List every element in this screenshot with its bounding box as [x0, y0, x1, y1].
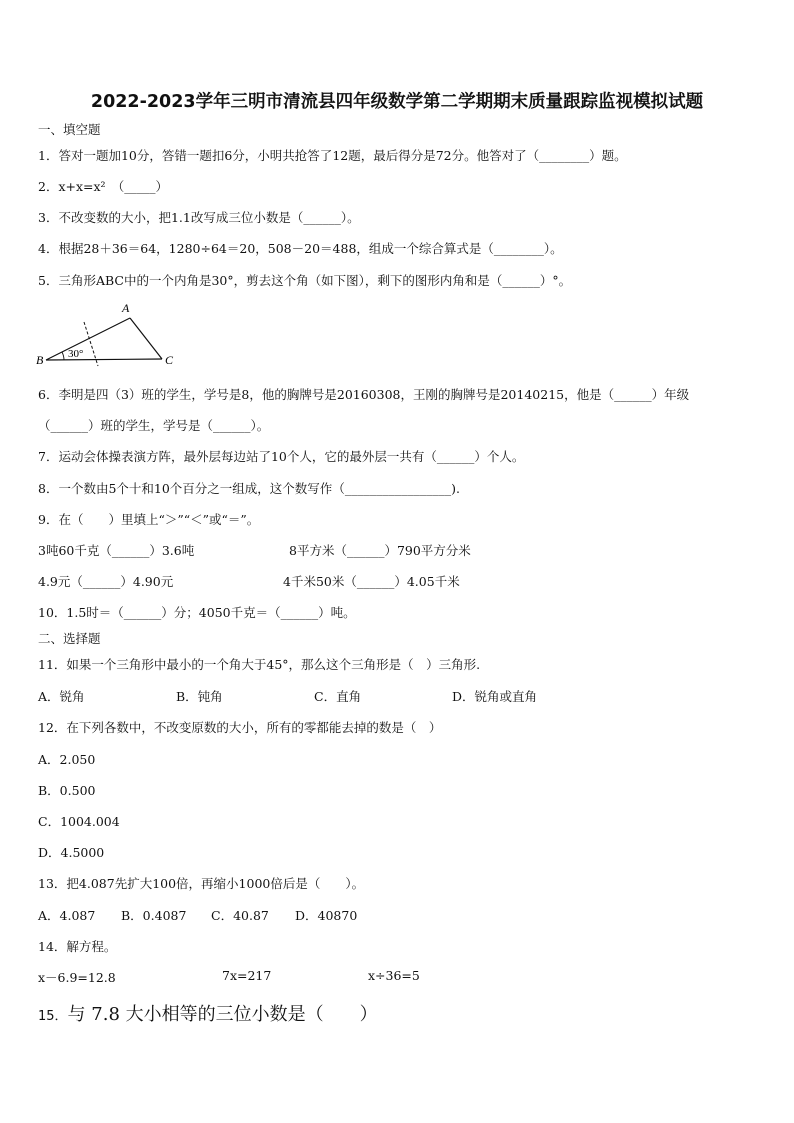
question-15-number: 15． [38, 1009, 68, 1024]
vertex-label-b: B [36, 353, 44, 367]
question-12-option-d: D．4.5000 [38, 845, 105, 860]
question-10: 10．1.5时＝（______）分；4050千克＝（______）吨。 [38, 605, 356, 620]
question-9-item-1: 3吨60千克（______）3.6吨 [38, 543, 195, 558]
question-9: 9．在（ ）里填上“＞”“＜”或“＝”。 [38, 512, 260, 527]
vertex-label-a: A [122, 301, 130, 315]
angle-label: 30° [68, 348, 84, 360]
question-13-option-a: A．4.087 [38, 908, 96, 923]
question-12: 12．在下列各数中，不改变原数的大小，所有的零都能去掉的数是（ ） [38, 720, 442, 735]
equation-1: x－6.9=12.8 [38, 970, 116, 985]
section-heading-fill-blank: 一、填空题 [38, 122, 101, 137]
question-14: 14．解方程。 [38, 939, 117, 954]
question-13-option-c: C．40.87 [211, 908, 269, 923]
equation-3: x÷36=5 [368, 968, 420, 983]
question-7: 7．运动会体操表演方阵，最外层每边站了10个人，它的最外层一共有（______）个人。 [38, 449, 525, 464]
question-12-option-b: B．0.500 [38, 783, 96, 798]
question-9-item-4: 4千米50米（______）4.05千米 [283, 574, 460, 589]
triangle-side-ac [130, 318, 162, 359]
question-11-option-d: D．锐角或直角 [452, 689, 538, 704]
question-11: 11．如果一个三角形中最小的一个角大于45°，那么这个三角形是（ ）三角形. [38, 657, 481, 672]
vertex-label-c: C [165, 353, 174, 367]
question-13-option-b: B．0.4087 [121, 908, 187, 923]
triangle-side-bc [46, 359, 162, 360]
equation-2: 7x=217 [222, 968, 272, 983]
question-9-item-2: 8平方米（______）790平方分米 [289, 543, 471, 558]
question-15-text: 与 7.8 大小相等的三位小数是（ ） [67, 1004, 378, 1025]
section-heading-multiple-choice: 二、选择题 [38, 631, 101, 646]
question-15 [38, 1000, 378, 1026]
question-4: 4．根据28＋36＝64，1280÷64＝20，508－20＝488，组成一个综合算式是（________）。 [38, 241, 563, 256]
question-9-item-3: 4.9元（______）4.90元 [38, 574, 174, 589]
triangle-side-ab [46, 318, 130, 360]
page-title: 2022-2023学年三明市清流县四年级数学第二学期期末质量跟踪监视模拟试题 [90, 92, 704, 112]
angle-arc [62, 352, 64, 360]
question-3: 3．不改变数的大小，把1.1改写成三位小数是（______）。 [38, 210, 360, 225]
question-12-option-c: C．1004.004 [38, 814, 120, 829]
question-2: 2．x+x=x² （_____） [38, 179, 169, 194]
question-8: 8．一个数由5个十和10个百分之一组成，这个数写作（_________________). [38, 481, 460, 496]
question-13: 13．把4.087先扩大100倍，再缩小1000倍后是（ ）。 [38, 876, 365, 891]
question-13-option-d: D．40870 [295, 908, 358, 923]
question-5: 5．三角形ABC中的一个内角是30°，剪去这个角（如下图），剩下的图形内角和是（______）°。 [38, 273, 572, 288]
question-11-option-c: C．直角 [314, 689, 362, 704]
question-12-option-a: A．2.050 [38, 752, 96, 767]
question-6-line-2: （______）班的学生，学号是（______）。 [38, 418, 270, 433]
triangle-abc-figure [34, 298, 184, 370]
question-6-line-1: 6．李明是四（3）班的学生，学号是8，他的胸牌号是20160308，王刚的胸牌号是20140215，他是（______）年级 [38, 387, 690, 402]
question-11-option-a: A．锐角 [38, 689, 85, 704]
question-1: 1．答对一题加10分，答错一题扣6分，小明共抢答了12题，最后得分是72分。他答对了（________）题。 [38, 148, 627, 163]
question-11-option-b: B．钝角 [176, 689, 223, 704]
